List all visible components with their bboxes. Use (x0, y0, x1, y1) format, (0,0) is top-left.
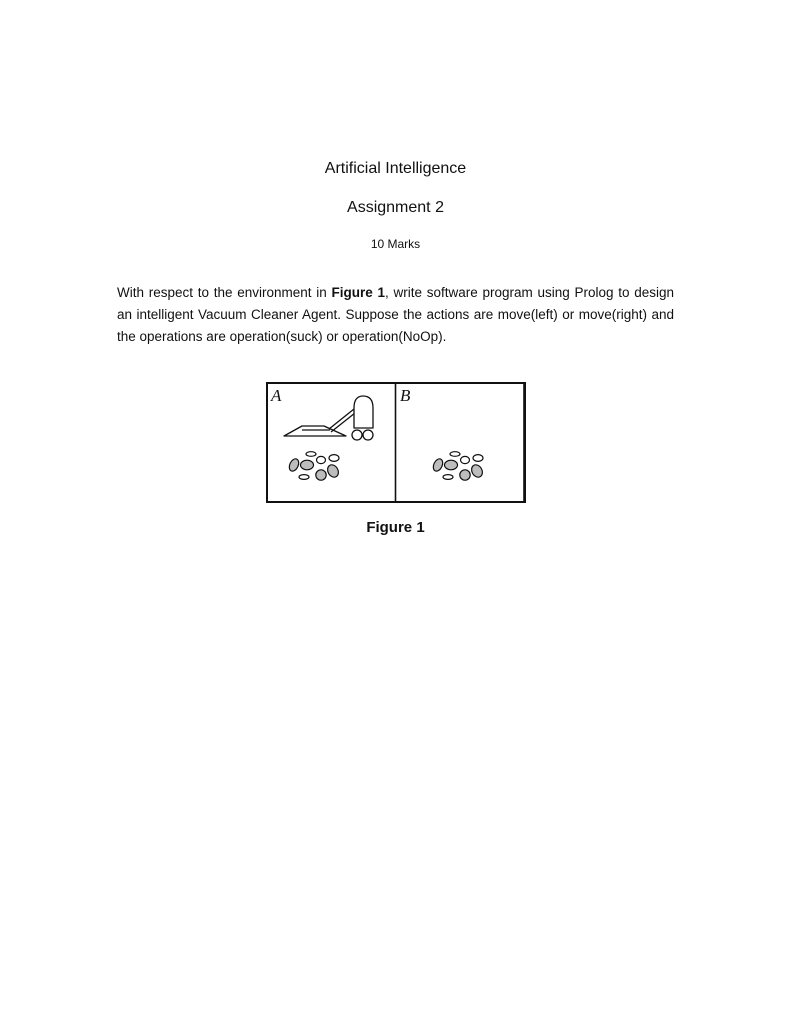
question-paragraph (117, 282, 674, 348)
document-title: Artificial Intelligence (324, 160, 467, 177)
figure-caption: Figure 1 (366, 519, 425, 536)
question-text-before: With respect to the environment in (117, 284, 332, 300)
square-b-label: B (400, 386, 411, 405)
vacuum-world-figure (266, 382, 527, 504)
assignment-title: Assignment 2 (347, 199, 444, 216)
question-text-after: , write software program using Prolog to design an intelligent Vacuum Cleaner Agent. Suppose the actions are move(left) or move(right) and the operations are operation(suck) or operation(NoOp). (117, 284, 674, 344)
marks-label: 10 Marks (370, 237, 421, 251)
figure-reference: Figure 1 (331, 284, 385, 300)
square-a-label: A (271, 386, 282, 405)
